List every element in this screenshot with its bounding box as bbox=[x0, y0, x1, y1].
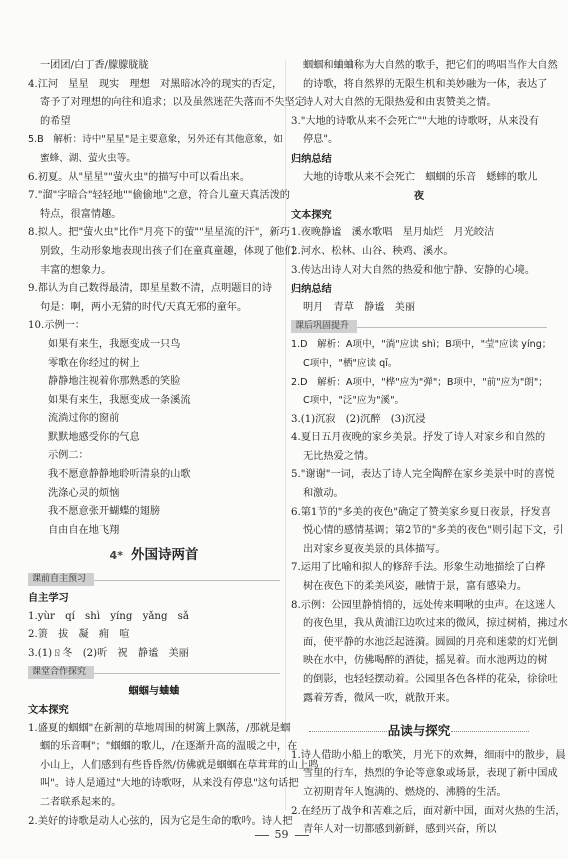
text-line: 8.示例：公园里静悄悄的，远处传来啁啾的虫声。在这迷人 bbox=[291, 599, 556, 611]
text-line: 7."溜"字暗合"轻轻地""偷偷地"之意，符合儿童天真活泼的 bbox=[28, 190, 290, 202]
text-line: 出对家乡夏夜美景的具体描写。 bbox=[303, 543, 446, 555]
section-bar bbox=[291, 317, 547, 336]
text-line: 的倒影，也轻轻摆动着。公园里各色各样的花朵，徐徐吐 bbox=[303, 674, 558, 685]
text-line: 叫"。诗人是通过"大地的诗歌呀，从来没有停息"这句话把 bbox=[40, 778, 299, 790]
text-line: 流淌过你的窗前 bbox=[48, 413, 120, 425]
text-line: 一团团/白丁香/朦朦胧胧 bbox=[40, 60, 149, 71]
left-answers-block bbox=[28, 57, 305, 540]
text-line: 自由自在地飞翔 bbox=[48, 524, 120, 536]
section-bar-label: 课前自主预习 bbox=[28, 573, 94, 586]
section-heading bbox=[28, 546, 280, 566]
text-line: 寄予了对理想的向往和追求；以及虽然迷茫失落而不失坚定 bbox=[40, 97, 305, 109]
text-line: 归纳总结 bbox=[291, 152, 332, 165]
text-line: 我不愿意张开蝴蝶的翅膀 bbox=[48, 506, 161, 518]
text-line: 1.yùr qí shì yíng yǎng sǎ bbox=[28, 610, 189, 622]
text-line: 1.诗人借助小船上的歌笑，月光下的欢舞，细雨中的散步，晨 bbox=[291, 749, 566, 761]
text-line: 2.D 解析：A项中，"桦"应为"弹"；B项中，"前"应为"朗"； bbox=[291, 376, 548, 388]
text-line: 4.江河 星星 现实 理想 对黑暗冰冷的现实的否定， bbox=[28, 78, 283, 90]
text-line: 小山上，人们感到有些昏昏然/仿佛就是蝈蝈在草茸茸的山上鸣 bbox=[40, 759, 319, 771]
section-bar-label: 课后巩固提升 bbox=[291, 320, 357, 333]
text-line: 8.拟人。把"萤火虫"比作"月亮下的萤""星星流的汗"，新巧 bbox=[28, 227, 290, 239]
text-line: 立初期青年人饱满的、燃烧的、沸腾的生活。 bbox=[303, 786, 507, 798]
text-line: 归纳总结 bbox=[291, 283, 332, 296]
text-line: 我不愿意静静地聆听清泉的山歌 bbox=[48, 469, 191, 481]
text-line: C项中，"栖"应读 qī。 bbox=[303, 357, 398, 369]
text-line: 蝈蝈和蛐蛐称为大自然的歌手，把它们的鸣唱当作大自然 bbox=[303, 60, 558, 71]
text-line: 6.初夏。从"星星""萤火虫"的描写中可以看出来。 bbox=[28, 171, 251, 183]
text-line: 3.传达出诗人对大自然的热爱和他宁静、安静的心境。 bbox=[291, 264, 536, 276]
text-line: 的诗歌，将自然界的无限生机和美妙融为一体，表达了 bbox=[303, 78, 548, 90]
text-line: 6.第1节的"多美的夜色"确定了赞美家乡夏日夜景，抒发喜 bbox=[291, 506, 551, 518]
text-line: 蝈的乐音啊"；"蝈蝈的歌儿，/在逐渐升高的温暖之中，在 bbox=[40, 741, 298, 753]
text-line: 映在水中，仿佛喝醉的酒徒，摇晃着。而水池两边的树 bbox=[303, 655, 548, 667]
text-line: 和激动。 bbox=[303, 488, 344, 500]
text-line: 句是：啊，两小无猜的时代/天真无邪的童年。 bbox=[40, 301, 248, 313]
text-line: 文本探究 bbox=[291, 208, 332, 221]
page-number: 59 bbox=[0, 826, 563, 845]
section-title: 外国诗两首 bbox=[130, 547, 199, 564]
text-line: 静静地注视着你那熟悉的笑脸 bbox=[48, 376, 181, 388]
text-line: 5."谢谢"一词，表达了诗人完全陶醉在家乡美景中时的喜悦 bbox=[291, 469, 555, 481]
text-line: 文本探究 bbox=[28, 704, 69, 716]
text-line: 青年人对一切都感到新鲜，感到兴奋，所以 bbox=[303, 824, 497, 836]
text-line: 3."大地的诗歌从来不会死亡""大地的诗歌呀，从来没有 bbox=[291, 115, 539, 127]
text-line: 1.盛夏的蝈蝈"在新割的草地周围的树篱上飘荡，/那就是蝈 bbox=[28, 722, 291, 734]
text-line: 自主学习 bbox=[28, 592, 69, 605]
text-line: 零歌在你经过的树上 bbox=[48, 357, 140, 369]
text-line: 3.(1)ㄖ冬 (2)听 祝 静谧 美丽 bbox=[28, 647, 189, 659]
text-line: 3.(1)沉寂 (2)沉醉 (3)沉浸 bbox=[291, 413, 426, 425]
text-line: 悦心情的感情基调；第2节的"多美的夜色"则引起下文，引 bbox=[303, 525, 564, 537]
text-line: 无比热爱之情。 bbox=[303, 450, 375, 462]
text-line: 2.河水、松林、山谷、秧鸡、溪水。 bbox=[291, 245, 454, 257]
text-line: 示例二： bbox=[48, 450, 89, 462]
text-line: 别致，生动形象地表现出孩子们在童真童趣，体现了他们 bbox=[40, 245, 295, 257]
column-divider bbox=[285, 60, 286, 810]
text-line: 如果有来生，我愿变成一条溪流 bbox=[48, 394, 191, 406]
text-line: 蜜蜂、湖、萤火虫等。 bbox=[40, 152, 136, 164]
text-line: 特点，很富情趣。 bbox=[40, 208, 122, 220]
text-line: 1.夜晚静谧 溪水歌唱 星月灿烂 月光皎洁 bbox=[291, 227, 495, 239]
text-line: 如果有来生，我愿变成一只鸟 bbox=[48, 338, 181, 350]
text-line: 的夜色里，我从黄浦江边吹过来的微风，掠过树梢，拂过水 bbox=[303, 618, 568, 630]
text-line: 1.D 解析：A项中，"淌"应读 shì；B项中，"莹"应读 yíng； bbox=[291, 339, 552, 351]
right-answers-block bbox=[291, 57, 568, 708]
text-line: 2.美好的诗歌是动人心弦的，因为它是生命的歌吟。诗人把 bbox=[28, 815, 293, 827]
watermark-logo bbox=[437, 805, 557, 855]
text-line: 默默地感受你的气息 bbox=[48, 431, 140, 443]
section-bar-label: 课堂合作探究 bbox=[28, 666, 94, 679]
text-line: 7.运用了比喻和拟人的修辞手法。形象生动地描绘了白桦 bbox=[291, 562, 546, 574]
text-line: 明月 青草 静谧 美丽 bbox=[303, 301, 416, 313]
text-line: 蝈蝈与蛐蛐 bbox=[128, 685, 180, 698]
left-answers-block-2 bbox=[28, 570, 319, 831]
text-line: 露着芳香，微风一吹，就散开来。 bbox=[303, 692, 456, 704]
text-line: 诗人对大自然的无限热爱和由衷赞美之情。 bbox=[303, 97, 497, 109]
text-line: 丰富的想象力。 bbox=[40, 264, 112, 276]
pin-du-heading: 品读与探究 bbox=[291, 722, 547, 741]
text-line: 面，使平静的水池泛起涟漪。圆圆的月亮和迷蒙的灯光倒 bbox=[303, 636, 558, 648]
text-line: C项中，"泛"应为"溪"。 bbox=[303, 395, 405, 407]
text-line: 雪里的行车，热烈的争论等意象或场景，表现了新中国成 bbox=[303, 768, 558, 780]
text-line: 10.示例一： bbox=[28, 320, 85, 332]
text-line: 二者联系起来的。 bbox=[40, 796, 122, 808]
text-line: 5.B 解析：诗中"星星"是主要意象，另外还有其他意象，如 bbox=[28, 134, 283, 146]
text-line: 洗涤心灵的烦恼 bbox=[48, 487, 120, 499]
text-line: 夜 bbox=[413, 190, 425, 203]
section-bar bbox=[28, 570, 280, 589]
text-line: 树在夜色下的柔美风姿，融情于景，富有感染力。 bbox=[303, 581, 528, 593]
text-line: 2.箦 拔 凝 痈 喧 bbox=[28, 629, 130, 641]
right-column bbox=[291, 57, 568, 840]
section-number: 4* bbox=[109, 549, 123, 563]
text-line: 9.都认为自己数得最清，即星星数不清，点明题目的诗 bbox=[28, 283, 273, 295]
section-bar bbox=[28, 663, 280, 682]
text-line: 的希望 bbox=[40, 115, 71, 127]
text-line: 停息"。 bbox=[303, 134, 339, 146]
text-line: 4.夏日五月夜晚的家乡美景。抒发了诗人对家乡和自然的 bbox=[291, 432, 546, 444]
text-line: 2.在经历了战争和苦难之后，面对新中国，面对火热的生活， bbox=[291, 805, 566, 817]
text-line: 大地的诗歌从来不会死亡 蝈蝈的乐音 蟋蟀的歌儿 bbox=[303, 171, 538, 183]
